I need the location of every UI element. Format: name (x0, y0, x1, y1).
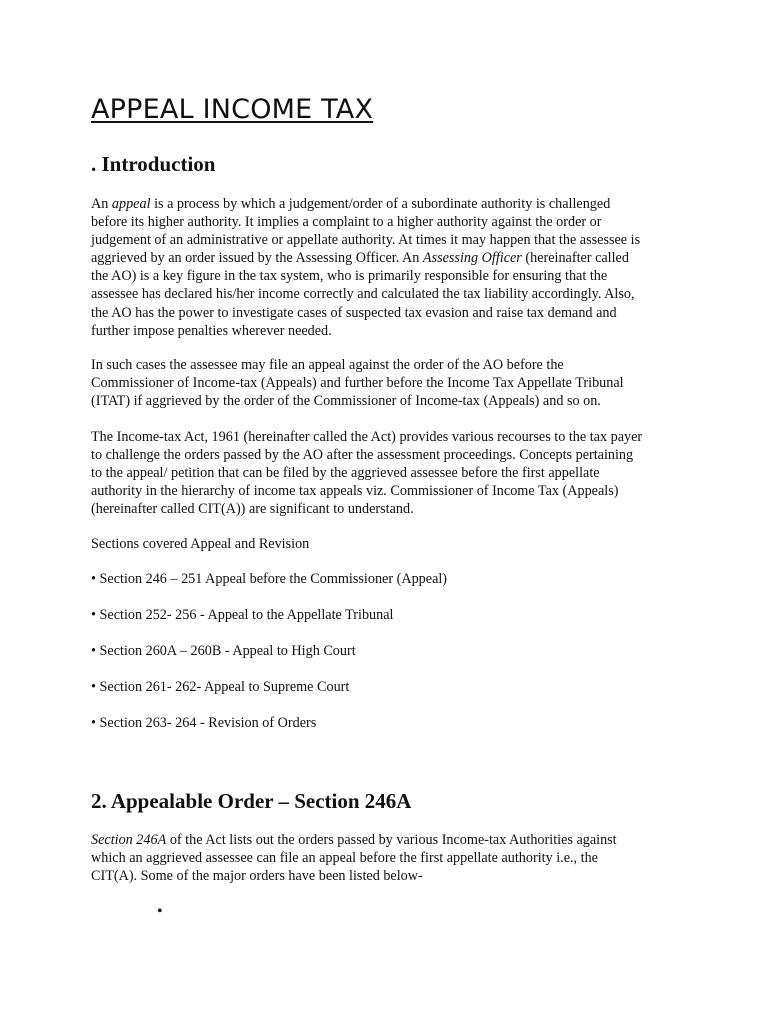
text-line: authority in the hierarchy of income tax appeals viz. Commissioner of Income Tax (Appeals) (91, 483, 619, 500)
sections-covered-label: Sections covered Appeal and Revision (91, 536, 310, 552)
italic-term-appeal: appeal (111, 196, 151, 212)
text-line: (hereinafter called CIT(A)) are significant to understand. (91, 501, 414, 518)
text-line: to challenge the orders passed by the AO after the assessment proceedings. Concepts pertaining (91, 447, 634, 464)
text-line: before its higher authority. It implies a complaint to a higher authority against the order or (91, 214, 602, 231)
text-line: The Income-tax Act, 1961 (hereinafter called the Act) provides various recourses to the tax payer (91, 429, 643, 445)
text-line: aggrieved by an order issued by the Assessing Officer. An Assessing Officer (hereinafter called (91, 250, 629, 267)
italic-term-assessing-officer: Assessing Officer (422, 250, 522, 267)
text-line: the AO) is a key figure in the tax system, who is primarily responsible for ensuring that the (91, 268, 608, 285)
intro-paragraph-1 (91, 195, 691, 340)
intro-paragraph-3 (91, 428, 691, 518)
text-line: to the appeal/ petition that can be filed by the aggrieved assessee before the first appellate (91, 465, 600, 482)
section-heading-introduction: . Introduction (91, 152, 216, 176)
text-line: the AO has the power to investigate cases of suspected tax evasion and raise tax demand and (91, 304, 617, 321)
text-line: judgement of an administrative or appellate authority. At times it may happen that the assessee is (91, 232, 641, 249)
list-item: • Section 261- 262- Appeal to Supreme Court (91, 679, 350, 695)
text-line: which an aggrieved assessee can file an appeal before the first appellate authority i.e., the (91, 850, 598, 867)
list-item: • Section 246 – 251 Appeal before the Commissioner (Appeal) (91, 571, 448, 587)
section2-paragraph (91, 831, 691, 885)
italic-term-section-246a: Section 246A (91, 832, 167, 848)
text-line: An appeal is a process by which a judgement/order of a subordinate authority is challenged (91, 196, 611, 212)
text-line: assessee has declared his/her income correctly and calculated the tax liability accordingly. Also, (91, 286, 635, 303)
document-title: APPEAL INCOME TAX (91, 94, 374, 125)
text-line: further impose penalties wherever needed. (91, 322, 332, 339)
bullet-marker: • (157, 903, 163, 920)
text-line: (ITAT) if aggrieved by the order of the Commissioner of Income-tax (Appeals) and so on. (91, 393, 601, 410)
list-item: • Section 260A – 260B - Appeal to High Court (91, 643, 356, 659)
text-line: In such cases the assessee may file an appeal against the order of the AO before the (91, 357, 564, 373)
section-heading-appealable-order: 2. Appealable Order – Section 246A (91, 789, 412, 813)
text-line: Commissioner of Income-tax (Appeals) and further before the Income Tax Appellate Tribunal (91, 375, 624, 392)
intro-paragraph-2 (91, 356, 691, 410)
list-item: • Section 263- 264 - Revision of Orders (91, 715, 317, 731)
text-line: Section 246A of the Act lists out the orders passed by various Income-tax Authorities against (91, 832, 617, 848)
list-item: • Section 252- 256 - Appeal to the Appellate Tribunal (91, 607, 394, 623)
text-line: CIT(A). Some of the major orders have been listed below- (91, 868, 423, 885)
